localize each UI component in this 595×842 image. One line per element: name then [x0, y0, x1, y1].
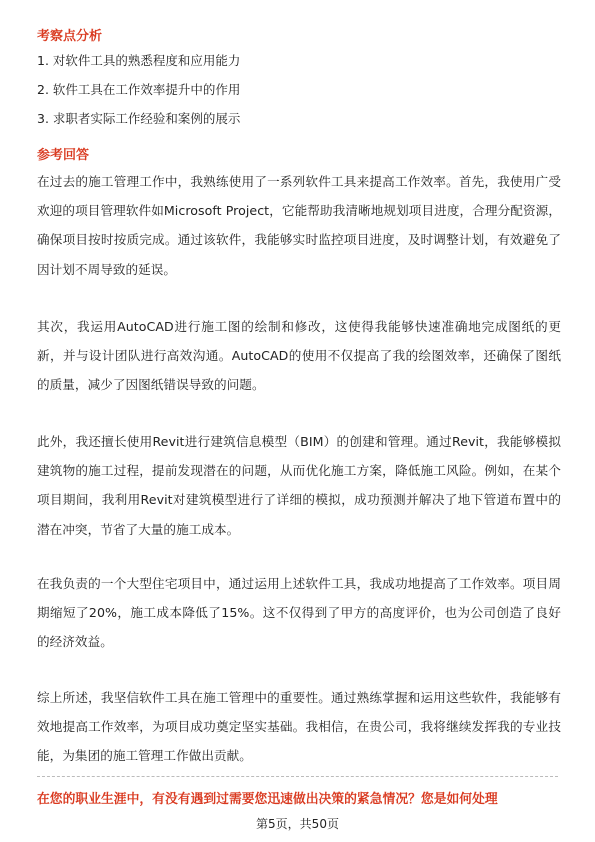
- answer-paragraph-5: 综上所述，我坚信软件工具在施工管理中的重要性。通过熟练掌握和运用这些软件，我能够有效地提高工作效率，为项目成功奠定坚实基础。我相信，在贵公司，我将继续发挥我的专业技能，为集团的施工管理工作做出贡献。: [37, 690, 561, 764]
- divider: [37, 776, 558, 777]
- answer-paragraph-2: 其次，我运用AutoCAD进行施工图的绘制和修改，这使得我能够快速准确地完成图纸的更新，并与设计团队进行高效沟通。AutoCAD的使用不仅提高了我的绘图效率，还确保了图纸的质量，减少了因图纸错误导致的问题。: [37, 319, 561, 393]
- answer-paragraph-4: 在我负责的一个大型住宅项目中，通过运用上述软件工具，我成功地提高了工作效率。项目周期缩短了20%，施工成本降低了15%。这不仅得到了甲方的高度评价，也为公司创造了良好的经济效益。: [37, 576, 561, 650]
- page-number: 第5页，共50页: [256, 817, 339, 831]
- point-item-2: 2. 软件工具在工作效率提升中的作用: [37, 82, 241, 97]
- answer-paragraph-1: 在过去的施工管理工作中，我熟练使用了一系列软件工具来提高工作效率。首先，我使用广受欢迎的项目管理软件如Microsoft Project，它能帮助我清晰地规划项目进度，合理分配资源，确保项目按时按质完成。通过该软件，我能够实时监控项目进度，及时调整计划，有效避免了因计划不周导致的延误。: [37, 174, 561, 277]
- point-item-3: 3. 求职者实际工作经验和案例的展示: [37, 111, 241, 126]
- answer-title: 参考回答: [37, 148, 90, 163]
- next-question: 在您的职业生涯中，有没有遇到过需要您迅速做出决策的紧急情况？您是如何处理: [37, 792, 498, 807]
- point-item-1: 1. 对软件工具的熟悉程度和应用能力: [37, 53, 241, 68]
- section-title: 考察点分析: [37, 29, 103, 44]
- answer-paragraph-3: 此外，我还擅长使用Revit进行建筑信息模型（BIM）的创建和管理。通过Revit，我能够模拟建筑物的施工过程，提前发现潜在的问题，从而优化施工方案，降低施工风险。例如，在某个项目期间，我利用Revit对建筑模型进行了详细的模拟，成功预测并解决了地下管道布置中的潜在冲突，节省了大量的施工成本。: [37, 434, 561, 537]
